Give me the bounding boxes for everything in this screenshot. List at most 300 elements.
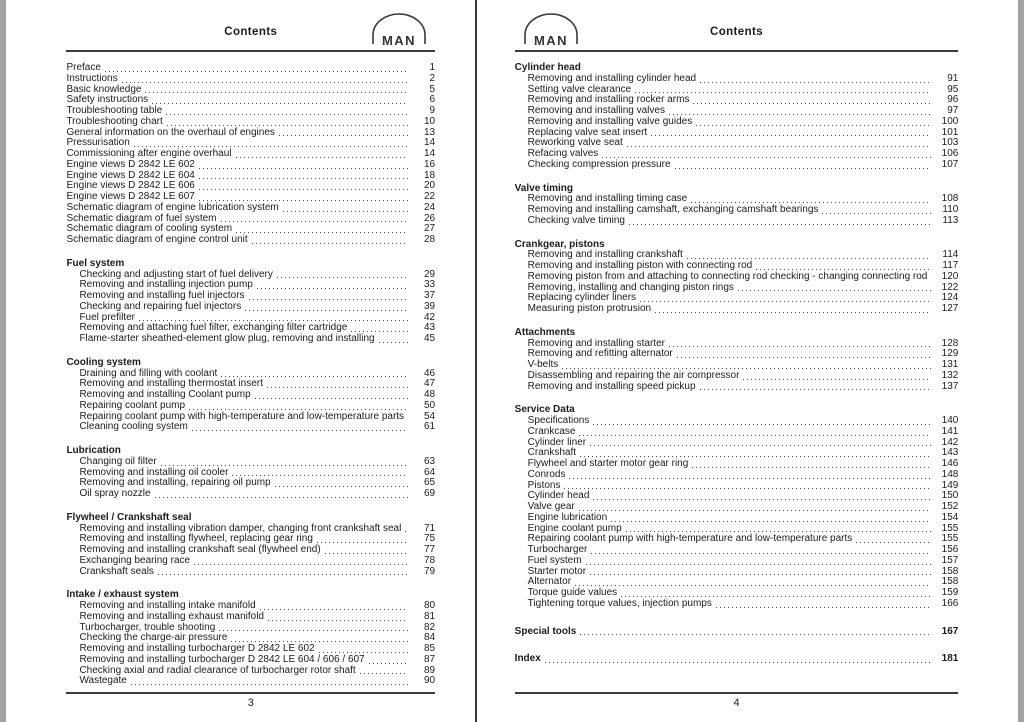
dotted-leader	[105, 71, 408, 72]
folio-number: 3	[247, 697, 254, 709]
man-logo-text: MAN	[382, 33, 417, 48]
toc-entry	[515, 491, 959, 502]
toc-entry-page: 117	[942, 260, 959, 271]
toc-entry	[515, 567, 959, 578]
toc-entry-label: Basic knowledge	[66, 83, 142, 95]
dotted-leader	[189, 409, 408, 410]
dotted-leader	[199, 178, 408, 179]
toc-entry-label: Removing and installing fuel injectors	[79, 290, 245, 301]
toc-entry-label: Instructions	[66, 72, 118, 84]
toc-entry-page: 120	[941, 270, 959, 282]
toc-entry-page: 10	[423, 115, 436, 127]
dotted-leader	[669, 114, 931, 115]
toc-entry-page: 24	[423, 201, 436, 213]
toc-entry-page: 39	[423, 300, 436, 312]
toc-entry-label: Removing and installing turbocharger D 2842 LE 602	[79, 643, 315, 654]
toc-entry-label: Engine lubrication	[527, 511, 608, 523]
dotted-leader	[232, 475, 408, 476]
toc-entry-page: 101	[941, 126, 959, 138]
dotted-leader	[756, 269, 931, 270]
toc-entry-page: 79	[423, 565, 436, 577]
toc-entry-label: Removing piston from and attaching to connecting rod checking - changing connecting rod	[527, 270, 928, 282]
toc-entry-page: 100	[941, 115, 959, 127]
toc-entry-page: 150	[941, 490, 959, 502]
dotted-leader	[590, 574, 931, 575]
toc-entry	[66, 401, 435, 412]
toc-entry-page: 13	[423, 126, 436, 138]
dotted-leader	[593, 424, 931, 425]
toc-entry-page: 155	[941, 533, 959, 545]
dotted-leader	[856, 542, 931, 543]
toc-entry-label: Checking the charge-air pressure	[79, 632, 228, 644]
toc-entry-page: 69	[423, 488, 436, 499]
toc-entry-page: 143	[941, 447, 959, 459]
dotted-leader	[627, 146, 932, 147]
dotted-leader	[260, 609, 408, 610]
toc-entry-page: 158	[941, 576, 959, 588]
dotted-leader	[569, 478, 931, 479]
man-logo-text: MAN	[533, 33, 568, 48]
dotted-leader	[677, 357, 932, 358]
dotted-leader	[629, 224, 931, 225]
dotted-leader	[158, 574, 408, 575]
toc-entry-label: Cylinder liner	[527, 436, 587, 448]
toc-entry	[515, 627, 959, 638]
dotted-leader	[131, 684, 408, 685]
toc-entry-label: Removing and installing flywheel, replacing gear ring	[79, 533, 313, 545]
toc-entry-label: Removing and installing exhaust manifold	[79, 610, 264, 622]
toc-entry-page: 50	[423, 399, 436, 411]
man-logo-icon	[365, 13, 433, 54]
dotted-leader	[586, 564, 932, 565]
toc-entry-page: 33	[423, 279, 436, 291]
toc-entry-page: 14	[423, 148, 436, 159]
toc-entry-page: 48	[423, 389, 436, 400]
dotted-leader	[236, 232, 408, 233]
toc-entry-label: Pistons	[527, 479, 561, 491]
toc-entry-page: 96	[947, 94, 959, 106]
toc-entry-page: 128	[941, 337, 959, 349]
toc-entry-page: 82	[423, 621, 436, 633]
toc-entry-page: 148	[941, 468, 959, 480]
toc-entry-label: Checking compression pressure	[527, 158, 671, 170]
toc-entry-label: Removing and installing crankshaft	[527, 249, 683, 261]
toc-entry-label: Specifications	[527, 415, 590, 426]
toc-entry-page: 124	[941, 292, 959, 304]
toc-entry-page: 159	[941, 587, 959, 598]
dotted-leader	[319, 652, 408, 653]
toc-entry-page: 103	[941, 137, 959, 149]
section-heading: Cylinder head	[514, 62, 581, 73]
toc-entry-page: 5	[429, 83, 436, 95]
dotted-leader	[155, 497, 408, 498]
dotted-leader	[268, 620, 408, 621]
toc-section	[66, 358, 435, 433]
dotted-leader	[219, 630, 408, 631]
dotted-leader	[275, 486, 408, 487]
toc-entry-label: Crankcase	[527, 425, 576, 437]
toc-entry-label: Repairing coolant pump with high-temperature and low-temperature parts	[79, 410, 405, 422]
toc-entry-label: General information on the overhaul of engines	[66, 126, 275, 138]
toc-entry-label: Cylinder head	[527, 490, 590, 502]
toc-entry	[515, 117, 959, 128]
toc-entry-page: 43	[423, 322, 436, 334]
toc-entry-page: 95	[947, 83, 959, 95]
toc-entry-label: Reworking valve seat	[527, 137, 623, 149]
toc-entry-label: Schematic diagram of cooling system	[66, 223, 233, 235]
toc-entry-label: Removing and installing valve guides	[527, 115, 693, 127]
toc-entry-page: 14	[423, 137, 436, 149]
toc-entry-label: Removing and installing starter	[527, 337, 665, 349]
toc-entry-page: 141	[941, 425, 959, 437]
dotted-leader	[579, 435, 931, 436]
toc-entry-label: Replacing valve seat insert	[527, 126, 648, 138]
toc-section	[515, 627, 959, 638]
toc-section	[66, 446, 435, 500]
toc-entry-label: Special tools	[514, 625, 577, 637]
dotted-leader	[575, 585, 931, 586]
toc-entry-page: 84	[423, 632, 436, 644]
toc-entry-label: Crankshaft seals	[79, 565, 154, 577]
toc-section	[515, 184, 959, 227]
dotted-leader	[360, 673, 408, 674]
dotted-leader	[580, 634, 931, 635]
dotted-leader	[651, 135, 931, 136]
toc-entry-label: Checking valve timing	[527, 214, 625, 226]
toc-entry-label: Removing and installing camshaft, exchanging camshaft bearings	[527, 204, 819, 215]
toc-entry-page: 110	[942, 204, 959, 215]
dotted-leader	[317, 542, 408, 543]
toc-entry-page: 149	[941, 479, 959, 491]
toc-entry-label: Removing and installing speed pickup	[527, 380, 696, 392]
dotted-leader	[145, 92, 408, 93]
toc-entry	[515, 74, 959, 85]
page-right	[477, 0, 1019, 722]
toc-entry-label: Refacing valves	[527, 148, 599, 159]
scan-edge-right	[1018, 0, 1024, 722]
toc-entry-page: 42	[423, 311, 436, 323]
toc-left	[66, 52, 435, 687]
toc-entry-label: Removing and installing thermostat insert	[79, 378, 263, 390]
toc-entry-label: Engine views D 2842 LE 607	[66, 191, 195, 202]
toc-entry-page: 63	[423, 455, 436, 467]
toc-entry-page: 6	[429, 94, 436, 106]
toc-entry-label: Repairing coolant pump	[79, 399, 186, 411]
dotted-leader	[691, 202, 931, 203]
dotted-leader	[640, 301, 931, 302]
toc-entry-page: 81	[423, 610, 436, 622]
dotted-leader	[221, 221, 409, 222]
dotted-leader	[590, 445, 931, 446]
section-heading: Attachments	[514, 326, 576, 338]
toc-section	[515, 405, 959, 609]
toc-entry-label: Wastegate	[79, 675, 127, 687]
header-rule	[66, 50, 435, 52]
man-logo-icon	[517, 13, 585, 54]
toc-section	[66, 513, 435, 578]
dotted-leader	[700, 82, 931, 83]
dotted-leader	[221, 376, 408, 377]
toc-entry-label: Draining and filling with coolant	[79, 367, 218, 379]
toc-entry-label: Removing and installing cylinder head	[527, 72, 697, 84]
toc-entry-label: Repairing coolant pump with high-temperature and low-temperature parts	[527, 533, 853, 545]
toc-entry	[515, 654, 959, 665]
toc-entry-label: Exchanging bearing race	[79, 554, 191, 566]
toc-entry-page: 146	[941, 458, 959, 469]
toc-entry-label: V-belts	[527, 359, 559, 370]
dotted-leader	[199, 200, 408, 201]
header-rule	[515, 50, 959, 52]
toc-entry-page: 18	[423, 169, 436, 181]
toc-entry-page: 157	[941, 554, 959, 566]
toc-entry	[66, 556, 435, 567]
toc-entry	[515, 371, 959, 382]
dotted-leader	[249, 299, 409, 300]
toc-entry-label: Replacing cylinder liners	[527, 292, 637, 304]
toc-entry-label: Changing oil filter	[79, 455, 157, 467]
section-heading: Fuel system	[66, 257, 125, 269]
section-heading: Lubrication	[66, 445, 121, 456]
toc-entry	[515, 459, 959, 470]
toc-entry-label: Removing, installing and changing piston rings	[527, 281, 734, 293]
section-heading: Crankgear, pistons	[514, 238, 605, 250]
dotted-leader	[245, 310, 408, 311]
section-heading: Service Data	[514, 404, 575, 416]
dotted-leader	[152, 103, 408, 104]
toc-entry	[66, 422, 435, 433]
toc-entry-label: Turbocharger	[527, 544, 588, 555]
dotted-leader	[693, 103, 931, 104]
dotted-leader	[626, 531, 932, 532]
toc-entry-page: 80	[423, 600, 436, 611]
toc-entry	[515, 599, 959, 610]
toc-entry-page: 28	[423, 234, 436, 245]
toc-entry-page: 113	[942, 214, 959, 226]
toc-entry-label: Removing and installing rocker arms	[527, 94, 690, 106]
toc-entry-label: Crankshaft	[527, 447, 577, 459]
dotted-leader	[139, 320, 408, 321]
toc-entry	[66, 612, 435, 623]
toc-entry-label: Checking axial and radial clearance of turbocharger rotor shaft	[79, 664, 356, 676]
toc-entry	[66, 567, 435, 578]
toc-entry-page: 89	[423, 664, 436, 676]
dotted-leader	[611, 521, 931, 522]
page-header	[66, 0, 435, 52]
toc-entry-label: Checking and adjusting start of fuel delivery	[79, 268, 273, 280]
toc-entry-page: 97	[947, 105, 959, 116]
toc-entry-label: Setting valve clearance	[527, 83, 632, 95]
toc-entry-page: 29	[423, 268, 436, 280]
dotted-leader	[134, 146, 408, 147]
toc-entry-page: 114	[942, 249, 959, 261]
toc-entry	[515, 416, 959, 427]
toc-entry	[66, 489, 435, 500]
toc-entry	[515, 470, 959, 481]
toc-entry-label: Torque guide values	[527, 587, 618, 598]
toc-entry-page: 154	[941, 511, 959, 523]
toc-entry-page: 131	[941, 359, 959, 370]
dotted-leader	[199, 168, 408, 169]
toc-entry-label: Conrods	[527, 468, 566, 480]
toc-entry-page: 47	[423, 378, 436, 390]
toc-section	[66, 590, 435, 687]
toc-entry	[515, 556, 959, 567]
toc-entry	[515, 427, 959, 438]
dotted-leader	[277, 277, 408, 278]
toc-entry-label: Removing and installing valves	[527, 105, 665, 116]
toc-section	[515, 328, 959, 393]
dotted-leader	[669, 346, 931, 347]
section-heading: Intake / exhaust system	[66, 589, 179, 601]
toc-entry-page: 90	[423, 675, 436, 687]
toc-entry	[515, 272, 959, 283]
dotted-leader	[267, 387, 408, 388]
toc-entry-page: 155	[941, 522, 959, 534]
dotted-leader	[621, 596, 931, 597]
dotted-leader	[325, 553, 408, 554]
toc-entry-page: 106	[941, 148, 959, 159]
dotted-leader	[822, 213, 931, 214]
toc-entry-label: Schematic diagram of engine lubrication system	[66, 201, 279, 213]
dotted-leader	[231, 641, 408, 642]
dotted-leader	[279, 135, 408, 136]
dotted-leader	[564, 488, 931, 489]
dotted-leader	[283, 211, 408, 212]
dotted-leader	[738, 290, 931, 291]
toc-entry-page: 46	[423, 367, 436, 379]
toc-entry-page: 167	[941, 625, 959, 637]
toc-entry-page: 45	[423, 333, 436, 344]
toc-entry-page: 127	[941, 303, 959, 314]
dotted-leader	[655, 312, 931, 313]
toc-entry	[66, 160, 435, 171]
toc-entry-page: 77	[423, 544, 436, 555]
toc-entry-label: Disassembling and repairing the air compressor	[527, 369, 740, 381]
page-left	[6, 0, 475, 722]
toc-entry	[66, 302, 435, 313]
dotted-leader	[700, 389, 932, 390]
toc-entry-page: 137	[941, 380, 959, 392]
dotted-leader	[122, 82, 408, 83]
toc-entry-page: 2	[429, 72, 436, 84]
toc-entry-page: 16	[423, 158, 436, 170]
dotted-leader	[194, 564, 408, 565]
toc-entry-page: 26	[423, 212, 436, 224]
dotted-leader	[199, 189, 408, 190]
toc-entry-label: Removing and installing injection pump	[79, 279, 253, 291]
toc-entry	[66, 74, 435, 85]
dotted-leader	[379, 342, 408, 343]
toc-section	[66, 63, 435, 246]
dotted-leader	[579, 510, 932, 511]
toc-entry-label: Flywheel and starter motor gear ring	[527, 458, 689, 469]
toc-entry-label: Engine views D 2842 LE 602	[66, 158, 195, 170]
toc-entry-label: Pressurisation	[66, 137, 130, 149]
toc-entry-page: 122	[941, 281, 959, 293]
toc-entry-label: Index	[514, 653, 541, 665]
toc-entry-page: 107	[941, 158, 959, 170]
toc-entry-label: Turbocharger, trouble shooting	[79, 621, 216, 633]
toc-entry-page: 61	[423, 421, 436, 433]
dotted-leader	[351, 331, 408, 332]
toc-entry-label: Starter motor	[527, 565, 587, 577]
dotted-leader	[405, 531, 408, 532]
toc-entry-label: Checking and repairing fuel injectors	[79, 300, 242, 312]
section-heading: Cooling system	[66, 356, 141, 368]
toc-entry-page: 54	[423, 410, 436, 422]
toc-entry-label: Removing and installing Coolant pump	[79, 389, 251, 400]
toc-entry-page: 20	[423, 180, 436, 192]
toc-entry	[66, 117, 435, 128]
toc-entry-label: Schematic diagram of fuel system	[66, 212, 217, 224]
toc-entry	[66, 334, 435, 345]
toc-entry	[515, 438, 959, 449]
toc-section	[515, 63, 959, 171]
dotted-leader	[192, 430, 408, 431]
toc-entry-label: Engine coolant pump	[527, 522, 622, 534]
toc-entry-page: 140	[941, 415, 959, 426]
toc-entry-page: 166	[941, 597, 959, 609]
dotted-leader	[692, 467, 931, 468]
toc-entry-page: 142	[941, 436, 959, 448]
toc-entry-label: Removing and installing piston with connecting rod	[527, 260, 753, 271]
toc-entry-label: Valve gear	[527, 501, 575, 512]
dotted-leader	[580, 456, 931, 457]
toc-entry-page: 27	[423, 223, 436, 235]
toc-entry-label: Cleaning cooling system	[79, 421, 188, 433]
dotted-leader	[545, 662, 932, 663]
toc-entry-label: Flame-starter sheathed-element glow plug, removing and installing	[79, 333, 375, 344]
toc-section	[515, 240, 959, 315]
dotted-leader	[743, 379, 931, 380]
toc-entry-label: Removing and installing vibration damper, changing front crankshaft seal	[79, 522, 402, 534]
dotted-leader	[369, 663, 408, 664]
dotted-leader	[716, 607, 932, 608]
toc-entry	[66, 235, 435, 246]
toc-section	[515, 654, 959, 665]
toc-entry-label: Preface	[66, 62, 101, 73]
section-heading: Valve timing	[514, 182, 574, 194]
dotted-leader	[591, 553, 931, 554]
page-footer	[66, 692, 435, 722]
folio-number: 4	[733, 697, 740, 709]
toc-entry	[515, 382, 959, 393]
toc-entry-label: Engine views D 2842 LE 606	[66, 180, 195, 192]
toc-entry-page: 85	[423, 643, 436, 654]
toc-entry-label: Fuel prefilter	[79, 311, 136, 323]
page-footer	[515, 692, 959, 722]
dotted-leader	[602, 157, 931, 158]
page-title: Contents	[224, 26, 278, 38]
toc-entry-label: Removing and installing, repairing oil pump	[79, 477, 271, 489]
toc-entry-page: 37	[423, 290, 436, 301]
toc-entry-page: 75	[423, 533, 436, 545]
toc-entry-label: Measuring piston protrusion	[527, 303, 652, 314]
toc-entry-page: 108	[941, 193, 959, 205]
section-heading: Flywheel / Crankshaft seal	[66, 511, 192, 523]
toc-entry-label: Tightening torque values, injection pumps	[527, 597, 712, 609]
toc-entry	[515, 513, 959, 524]
dotted-leader	[696, 125, 931, 126]
dotted-leader	[167, 125, 408, 126]
toc-section	[66, 259, 435, 345]
toc-entry-label: Oil spray nozzle	[79, 488, 151, 499]
toc-entry-label: Troubleshooting table	[66, 105, 163, 116]
toc-entry-label: Fuel system	[527, 554, 582, 566]
dotted-leader	[257, 288, 408, 289]
toc-entry	[66, 676, 435, 687]
toc-entry-label: Engine views D 2842 LE 604	[66, 169, 195, 181]
